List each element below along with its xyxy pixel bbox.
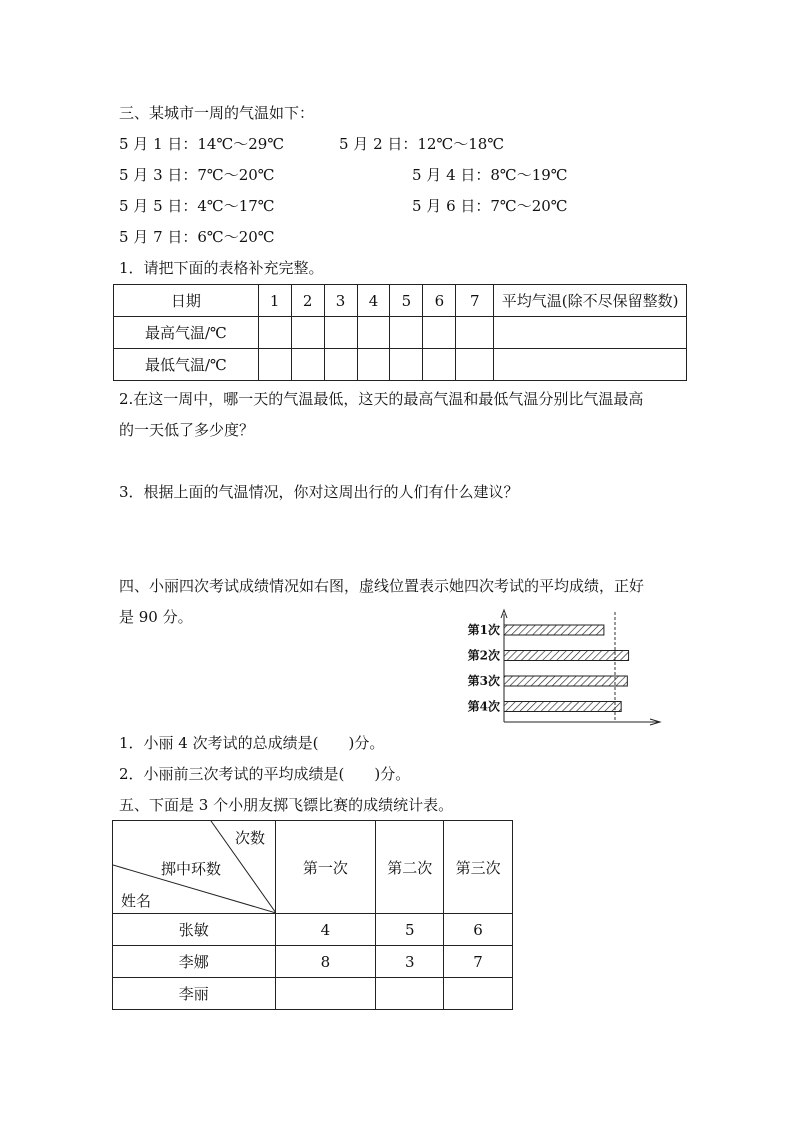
score-cell: 8: [275, 946, 376, 978]
blank-cell[interactable]: [423, 317, 456, 349]
blank-cell[interactable]: [423, 349, 456, 381]
blank-cell[interactable]: [494, 317, 687, 349]
bar-category-label: 第4次: [467, 699, 500, 714]
corner-label-name: 姓名: [121, 892, 152, 910]
score-cell-blank[interactable]: [376, 978, 444, 1010]
row-label-low: 最低气温/℃: [114, 349, 259, 381]
dart-row: [113, 946, 513, 978]
section4-line1: 四、小丽四次考试成绩情况如右图，虚线位置表示她四次考试的平均成绩，正好: [119, 577, 645, 595]
section3-heading: 三、某城市一周的气温如下：: [119, 104, 315, 122]
temperature-table: [113, 284, 687, 381]
blank-cell[interactable]: [291, 349, 324, 381]
section5-heading: 五、下面是 3 个小朋友掷飞镖比赛的成绩统计表。: [119, 796, 454, 814]
player-name: 李丽: [113, 978, 276, 1010]
day-1-temp: 5 月 1 日：14℃～29℃: [119, 135, 285, 153]
header-day: 4: [357, 285, 390, 317]
bar-category-label: 第1次: [467, 623, 500, 637]
player-name: 李娜: [113, 946, 276, 978]
question-3-3: 3．根据上面的气温情况，你对这周出行的人们有什么建议？: [119, 483, 519, 501]
blank-cell[interactable]: [357, 317, 390, 349]
score-cell: 4: [275, 914, 376, 946]
header-day: 7: [456, 285, 494, 317]
column-header-first: 第一次: [275, 821, 376, 914]
blank-cell[interactable]: [258, 317, 291, 349]
score-cell: 3: [376, 946, 444, 978]
bar-category-label: 第2次: [467, 648, 500, 663]
day-5-temp: 5 月 5 日：4℃～17℃: [119, 197, 275, 215]
blank-cell[interactable]: [494, 349, 687, 381]
blank-cell[interactable]: [456, 349, 494, 381]
corner-label-rings: 掷中环数: [161, 860, 222, 878]
section4-line2: 是 90 分。: [119, 608, 193, 626]
header-average: 平均气温(除不尽保留整数): [494, 285, 687, 317]
header-day: 3: [324, 285, 357, 317]
blank-cell[interactable]: [390, 317, 423, 349]
score-cell: 6: [444, 914, 513, 946]
bar: [504, 651, 629, 661]
table-row-high: [114, 317, 687, 349]
question-4-2: 2．小丽前三次考试的平均成绩是( )分。: [119, 765, 411, 783]
bar: [504, 676, 627, 686]
score-cell-blank[interactable]: [275, 978, 376, 1010]
question-3-2-line2: 的一天低了多少度？: [119, 421, 255, 439]
score-cell-blank[interactable]: [444, 978, 513, 1010]
player-name: 张敏: [113, 914, 276, 946]
header-day: 6: [423, 285, 456, 317]
dart-score-table: [112, 820, 513, 1010]
day-6-temp: 5 月 6 日：7℃～20℃: [412, 197, 568, 215]
bar: [504, 625, 604, 635]
blank-cell[interactable]: [324, 317, 357, 349]
dart-row: [113, 914, 513, 946]
day-3-temp: 5 月 3 日：7℃～20℃: [119, 166, 275, 184]
blank-cell[interactable]: [456, 317, 494, 349]
blank-cell[interactable]: [390, 349, 423, 381]
diagonal-header-cell: [113, 821, 276, 914]
blank-cell[interactable]: [291, 317, 324, 349]
header-day: 5: [390, 285, 423, 317]
score-bar-chart: [460, 608, 670, 730]
day-2-temp: 5 月 2 日：12℃～18℃: [339, 135, 505, 153]
column-header-third: 第三次: [444, 821, 513, 914]
blank-cell[interactable]: [357, 349, 390, 381]
score-cell: 7: [444, 946, 513, 978]
row-label-high: 最高气温/℃: [114, 317, 259, 349]
score-cell: 5: [376, 914, 444, 946]
day-4-temp: 5 月 4 日：8℃～19℃: [412, 166, 568, 184]
column-header-second: 第二次: [376, 821, 444, 914]
bar: [504, 702, 621, 712]
header-day: 1: [258, 285, 291, 317]
dart-header-row: [113, 821, 513, 914]
header-day: 2: [291, 285, 324, 317]
corner-label-count: 次数: [235, 829, 266, 847]
question-4-1: 1．小丽 4 次考试的总成绩是( )分。: [119, 734, 385, 752]
table-row-low: [114, 349, 687, 381]
question-3-1: 1．请把下面的表格补充完整。: [119, 259, 324, 277]
table-header-row: [114, 285, 687, 317]
dart-row: [113, 978, 513, 1010]
bar-category-label: 第3次: [467, 674, 500, 688]
blank-cell[interactable]: [258, 349, 291, 381]
day-7-temp: 5 月 7 日：6℃～20℃: [119, 228, 275, 246]
header-date: 日期: [114, 285, 259, 317]
question-3-2-line1: 2.在这一周中，哪一天的气温最低，这天的最高气温和最低气温分别比气温最高: [119, 390, 644, 408]
blank-cell[interactable]: [324, 349, 357, 381]
